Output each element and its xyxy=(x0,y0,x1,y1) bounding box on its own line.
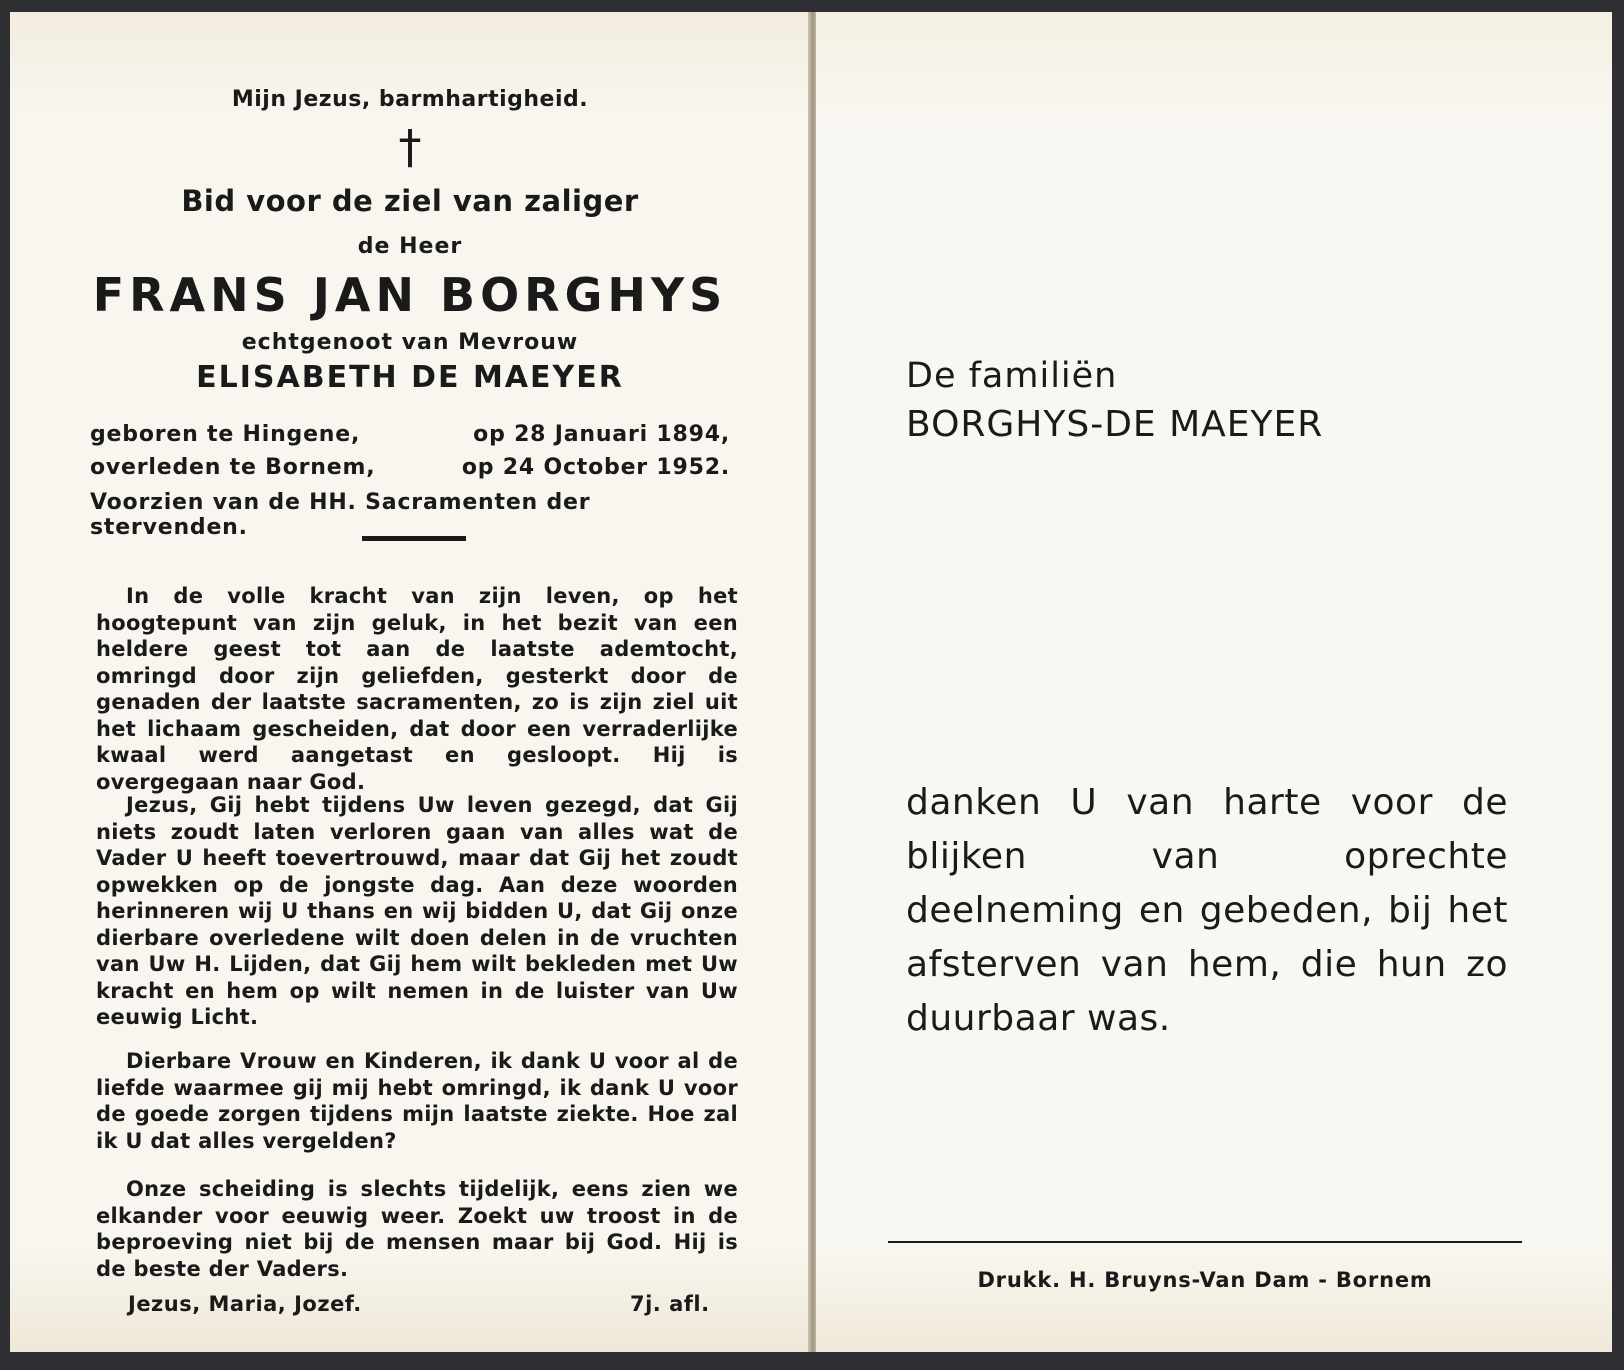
death-date: op 24 October 1952. xyxy=(461,455,730,480)
death-line xyxy=(90,455,730,480)
motto: Mijn Jezus, barmhartigheid. xyxy=(231,87,589,112)
birth-date: op 28 Januari 1894, xyxy=(473,422,730,447)
closing-invocation: Jezus, Maria, Jozef. xyxy=(128,1292,362,1316)
cross-icon: † xyxy=(398,120,422,174)
spouse-label: echtgenoot van Mevrouw xyxy=(241,330,579,355)
prayer-request: Bid voor de ziel van zaliger xyxy=(181,184,639,218)
birth-place: geboren te Hingene, xyxy=(90,422,361,447)
right-page xyxy=(816,12,1612,1352)
printer-divider xyxy=(888,1241,1522,1243)
deceased-title: de Heer xyxy=(357,234,463,259)
left-page xyxy=(10,12,810,1352)
paragraph-4: Onze scheiding is slechts tijdelijk, eens zien we elkander voor eeuwig weer. Zoekt uw troost in de beproeving niet bij de mensen maar bij God. Hij is de beste der Vaders. xyxy=(96,1177,738,1281)
paragraph-1: In de volle kracht van zijn leven, op het hoogtepunt van zijn geluk, in het bezit van een heldere geest tot aan de laatste ademtocht, omringd door zijn geliefden, gesterkt door de genaden der laatste sacramenten, zo is zijn ziel uit het lichaam gescheiden, dat door een verraderlijke kwaal werd aangetast en gesloopt. Hij is overgegaan naar God. xyxy=(96,584,738,794)
birth-line xyxy=(90,422,730,447)
deceased-name: FRANS JAN BORGHYS xyxy=(92,268,728,322)
spouse-name: ELISABETH DE MAEYER xyxy=(196,360,624,395)
thanks-text: danken U van harte voor de blijken van oprechte deelneming en gebeden, bij het afsterven van hem, die hun zo duurbaar was. xyxy=(906,782,1508,1039)
sacraments-line: Voorzien van de HH. Sacramenten der stervenden. xyxy=(90,490,591,540)
family-intro: De familiën xyxy=(906,356,1118,396)
printer-credit: Drukk. H. Bruyns-Van Dam - Bornem xyxy=(977,1268,1433,1292)
indulgence-note: 7j. afl. xyxy=(630,1292,710,1316)
divider xyxy=(362,536,466,541)
paragraph-2: Jezus, Gij hebt tijdens Uw leven gezegd, dat Gij niets zoudt laten verloren gaan van alles wat de Vader U heeft toevertrouwd, maar dat Gij het zoudt opwekken op de jongste dag. Aan deze woorden herinneren wij U thans en wij bidden U, dat Gij onze dierbare overledene wilt doen delen in de vruchten van Uw H. Lijden, dat Gij hem wilt bekleden met Uw kracht en hem op wilt nemen in de luister van Uw eeuwig Licht. xyxy=(96,793,738,1029)
death-place: overleden te Bornem, xyxy=(90,455,376,480)
family-name: BORGHYS-DE MAEYER xyxy=(906,404,1324,445)
paragraph-3: Dierbare Vrouw en Kinderen, ik dank U voor al de liefde waarmee gij mij hebt omringd, ik dank U voor de goede zorgen tijdens mijn laatste ziekte. Hoe zal ik U dat alles vergelden? xyxy=(96,1049,738,1153)
